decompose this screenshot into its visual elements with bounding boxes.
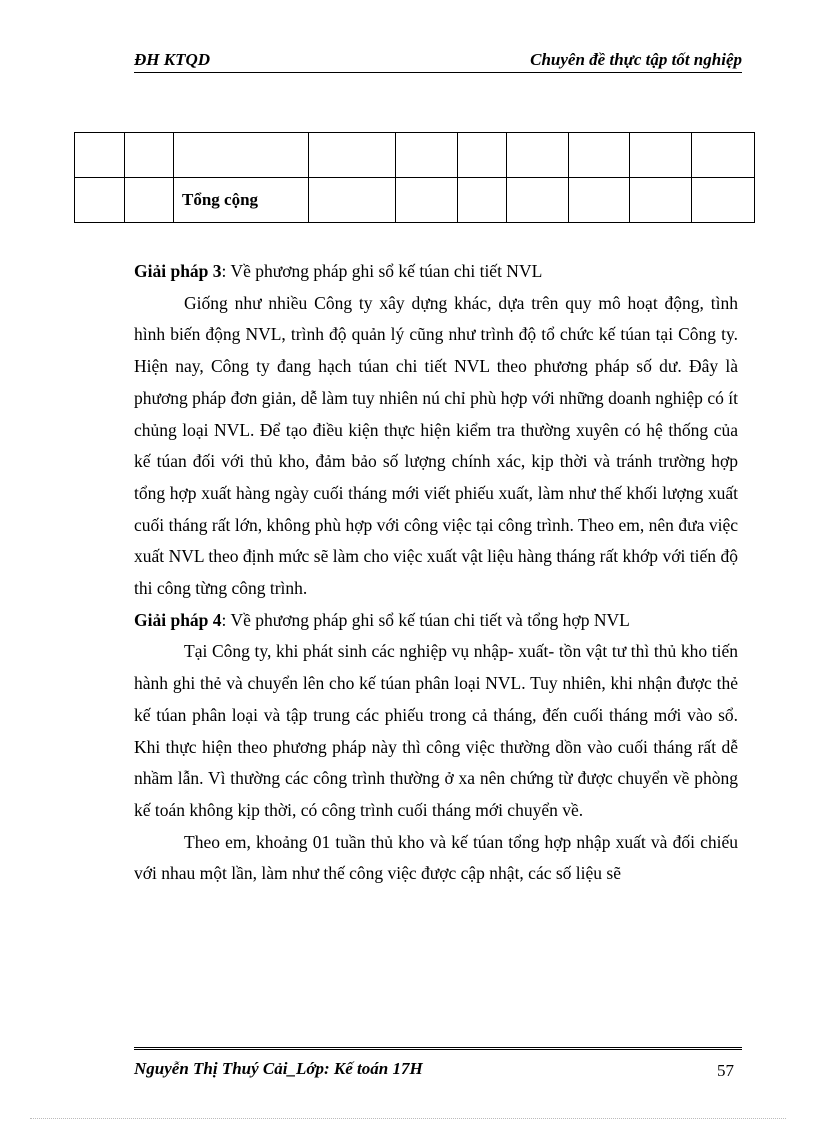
body-text [134,256,738,890]
solution-4-title: Giải pháp 4 [134,609,222,630]
page-footer [134,1047,742,1090]
solution-3-title: Giải pháp 3 [134,261,222,281]
section-heading [134,605,738,637]
page-header [134,46,742,73]
total-label: Tổng cộng [174,178,309,223]
header-report-title: Chuyên đề thực tập tốt nghiệp [530,50,742,69]
solution-3-subtitle: : Về phương pháp ghi sổ kế túan chi tiết NVL [221,261,543,281]
paragraph: Giống như nhiều Công ty xây dựng khác, dựa trên quy mô hoạt động, tình hình biến động NVL, trình độ quản lý cũng như trình độ tổ chức kế túan tại Công ty. Hiện nay, Công ty đang hạch túan chi tiết NVL theo phương pháp số dư. Đây là phương pháp đơn giản, dễ làm tuy nhiên nú chỉ phù hợp với những doanh nghiệp có ít chủng loại NVL. Để tạo điều kiện thực hiện kiểm tra thường xuyên có hệ thống của kế túan đối với thủ kho, đảm bảo số lượng chính xác, kịp thời và tránh trường hợp tổng hợp xuất hàng ngày cuối tháng mới viết phiếu xuất, làm như thế khối lượng xuất cuối tháng rất lớn, không phù hợp với công việc tại công trình. Theo em, nên đưa việc xuất NVL theo định mức sẽ làm cho việc xuất vật liệu hàng tháng rất khớp với tiến độ thi công từng công trình. [134,292,738,599]
paragraph: Tại Công ty, khi phát sinh các nghiệp vụ nhập- xuất- tồn vật tư thì thủ kho tiến hành ghi thẻ và chuyển lên cho kế túan phân loại NVL. Tuy nhiên, khi nhận được thẻ kế túan phân loại và tập trung các phiếu trong cả tháng, đến cuối tháng mới vào sổ. Khi thực hiện theo phương pháp này thì công việc thường dồn vào cuối tháng rất dễ nhầm lẫn. Vì thường các công trình thường ở xa nên chứng từ được chuyển về phòng kế toán không kịp thời, có công trình cuối tháng mới chuyển về. [134,641,738,820]
ledger-table [74,132,755,223]
section-heading [134,256,738,288]
table-row [75,133,755,178]
page-number: 57 [717,1061,734,1080]
header-school: ĐH KTQD [134,50,211,69]
footer-author: Nguyễn Thị Thuý Cải_Lớp: Kế toán 17H [134,1059,423,1078]
page-edge-divider [30,1118,786,1119]
solution-4-subtitle: : Về phương pháp ghi sổ kế túan chi tiết và tổng hợp NVL [221,609,630,630]
table-total-row [75,178,755,223]
paragraph: Theo em, khoảng 01 tuần thủ kho và kế túan tổng hợp nhập xuất và đối chiếu với nhau một lần, làm như thế công việc được cập nhật, các số liệu sẽ [134,831,738,884]
